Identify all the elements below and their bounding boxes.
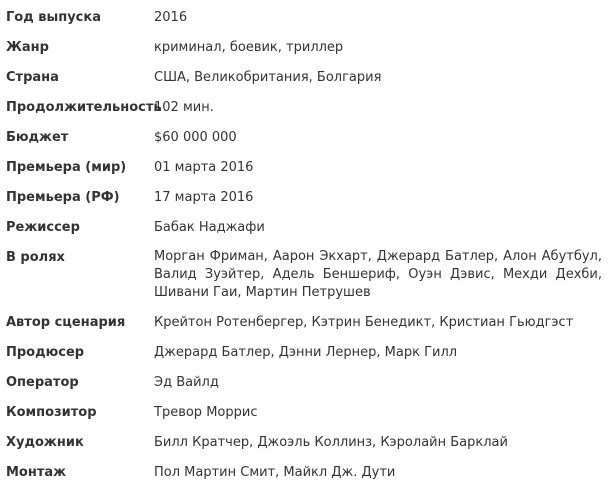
genre-value: криминал, боевик, триллер (154, 40, 344, 55)
info-row-director (0, 215, 609, 245)
cast-label: В ролях (6, 250, 65, 265)
writer-label: Автор сценария (6, 315, 126, 330)
info-row-budget (0, 125, 609, 155)
info-row-operator (0, 370, 609, 400)
artist-value: Билл Кратчер, Джоэль Коллинз, Кэролайн Барклай (154, 435, 508, 450)
director-label: Режиссер (6, 220, 80, 235)
composer-value: Тревор Моррис (154, 405, 258, 420)
duration-value: 102 мин. (154, 100, 214, 115)
info-row-editing (0, 460, 609, 490)
premiere-rf-value: 17 марта 2016 (154, 190, 254, 205)
editing-label: Монтаж (6, 465, 67, 480)
year-label: Год выпуска (6, 10, 101, 25)
premiere-world-label: Премьера (мир) (6, 160, 127, 175)
info-row-producer (0, 340, 609, 370)
editing-value: Пол Мартин Смит, Майкл Дж. Дути (154, 465, 396, 480)
info-row-artist (0, 430, 609, 460)
cast-value: Морган Фриман, Аарон Экхарт, Джерард Батлер, Алон Абутбул, Валид Зуэйтер, Адель Беншериф, Оуэн Дэвис, Мехди Дехби, Шивани Гаи, Мартин Петрушев (154, 249, 602, 300)
info-row-premiere-rf (0, 185, 609, 215)
operator-label: Оператор (6, 375, 79, 390)
info-row-genre (0, 35, 609, 65)
premiere-rf-label: Премьера (РФ) (6, 190, 120, 205)
budget-label: Бюджет (6, 130, 69, 145)
artist-label: Художник (6, 435, 84, 450)
info-row-premiere-world (0, 155, 609, 185)
info-row-composer (0, 400, 609, 430)
producer-label: Продюсер (6, 345, 85, 360)
info-row-cast (0, 245, 609, 310)
info-row-writer (0, 310, 609, 340)
operator-value: Эд Вайлд (154, 375, 219, 390)
country-label: Страна (6, 70, 59, 85)
budget-value: $60 000 000 (154, 130, 237, 145)
producer-value: Джерард Батлер, Дэнни Лернер, Марк Гилл (154, 345, 458, 360)
writer-value: Крейтон Ротенбергер, Кэтрин Бенедикт, Кристиан Гьюдгэст (154, 315, 574, 330)
year-value: 2016 (154, 10, 188, 25)
info-row-year (0, 5, 609, 35)
director-value: Бабак Наджафи (154, 220, 265, 235)
info-row-country (0, 65, 609, 95)
premiere-world-value: 01 марта 2016 (154, 160, 254, 175)
duration-label: Продолжительность (6, 100, 162, 115)
composer-label: Композитор (6, 405, 97, 420)
genre-label: Жанр (6, 40, 49, 55)
info-row-duration (0, 95, 609, 125)
country-value: США, Великобритания, Болгария (154, 70, 382, 85)
